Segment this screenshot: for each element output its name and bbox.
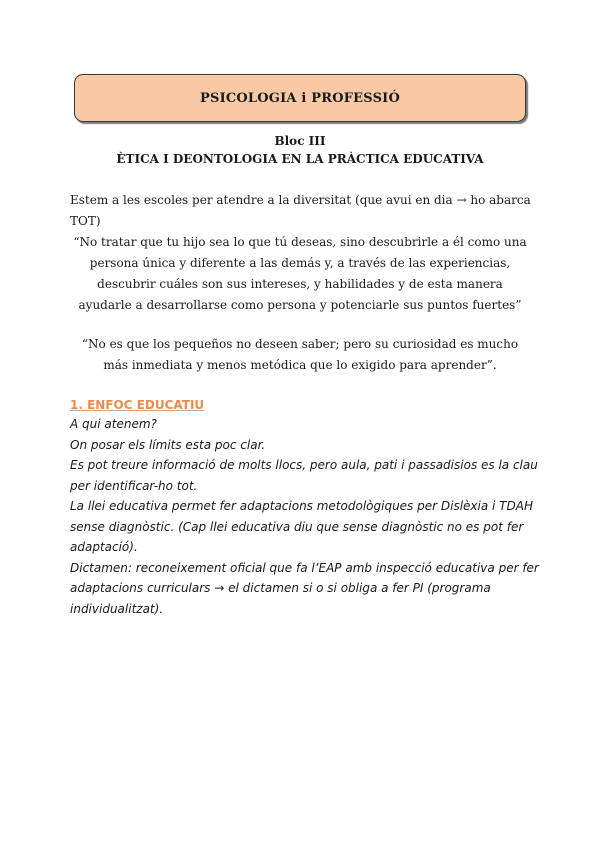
- bloc-subtitle: ÈTICA I DEONTOLOGIA EN LA PRÀCTICA EDUCATIVA: [116, 152, 484, 166]
- section-line: On posar els límits esta poc clar.: [70, 437, 266, 452]
- section-line: Dictamen: reconeixement oficial que fa l’EAP amb inspecció educativa per fer adaptacions curriculars → el dictamen si o si obliga a fer PI (programa individualitzat).: [70, 560, 539, 616]
- section-heading: 1. ENFOC EDUCATIU: [70, 398, 205, 412]
- section-body: [70, 414, 540, 619]
- quote-paragraph: “No es que los pequeños no deseen saber; pero su curiosidad es mucho más inmediata y menos metódica que lo exigido para aprender”.: [81, 337, 519, 372]
- quote-paragraph: “No tratar que tu hijo sea lo que tú deseas, sino descubrirle a él como una persona única y diferente a las demás y, a través de las experiencias, descubrir cuáles son sus intereses, y habilidades y de esta manera ayudarle a desarrollarse como persona y potenciarle sus puntos fuertes”: [73, 235, 527, 312]
- page-title: PSICOLOGIA i PROFESSIÓ: [200, 90, 400, 106]
- section-line: A qui atenem?: [70, 417, 157, 431]
- bloc-number: Bloc III: [274, 134, 326, 148]
- intro-paragraph: Estem a les escoles per atendre a la diversitat (que avui en dia → ho abarca TOT): [70, 193, 531, 228]
- title-box: [74, 74, 526, 122]
- section-line: La llei educativa permet fer adaptacions metodològiques per Dislèxia i TDAH sense diagnòstic. (Cap llei educativa diu que sense diagnòstic no es pot fer adaptació).: [70, 499, 533, 554]
- section-line: Es pot treure informació de molts llocs, pero aula, pati i passadisios es la clau per identificar-ho tot.: [70, 458, 538, 493]
